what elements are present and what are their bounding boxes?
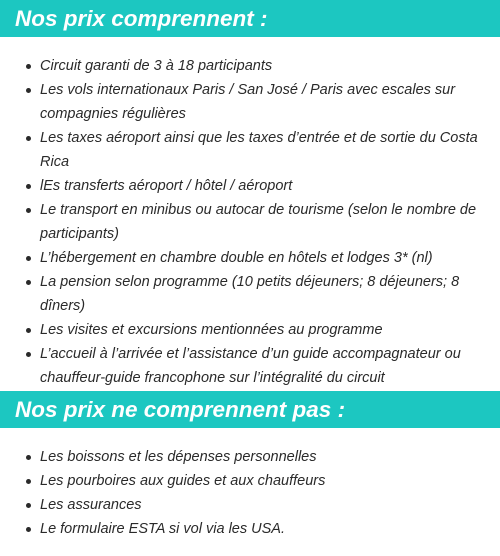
included-heading: Nos prix comprennent : — [0, 0, 500, 37]
list-item — [0, 198, 500, 246]
list-item — [0, 517, 500, 541]
list-item-text: Les taxes aéroport ainsi que les taxes d’entrée et de sortie du Costa Rica — [40, 130, 478, 170]
list-item-text: Circuit garanti de 3 à 18 participants — [40, 58, 273, 74]
bullet-icon — [26, 184, 31, 189]
bullet-icon — [26, 527, 31, 532]
list-item — [0, 78, 500, 126]
list-item-text: lEs transferts aéroport / hôtel / aéroport — [40, 178, 293, 194]
list-item-text: Le transport en minibus ou autocar de tourisme (selon le nombre de participants) — [40, 202, 477, 242]
list-item-text: La pension selon programme (10 petits déjeuners; 8 déjeuners; 8 dîners) — [40, 274, 460, 314]
list-item-text: L’accueil à l’arrivée et l’assistance d’un guide accompagnateur ou chauffeur-guide francophone sur l’intégralité du circuit — [40, 346, 461, 386]
bullet-icon — [26, 208, 31, 213]
excluded-heading: Nos prix ne comprennent pas : — [0, 391, 500, 428]
bullet-icon — [26, 455, 31, 460]
bullet-icon — [26, 280, 31, 285]
bullet-icon — [26, 352, 31, 357]
bullet-icon — [26, 136, 31, 141]
list-item-text: Les visites et excursions mentionnées au programme — [40, 322, 383, 338]
list-item — [0, 318, 500, 342]
bullet-icon — [26, 256, 31, 261]
list-item-text: Les boissons et les dépenses personnelles — [40, 449, 317, 465]
list-item — [0, 469, 500, 493]
list-item — [0, 270, 500, 318]
list-item — [0, 493, 500, 517]
list-item-text: Les pourboires aux guides et aux chauffeurs — [40, 473, 326, 489]
list-item — [0, 342, 500, 390]
list-item-text: Les vols internationaux Paris / San José / Paris avec escales sur compagnies régulières — [40, 82, 456, 122]
bullet-icon — [26, 503, 31, 508]
list-item — [0, 445, 500, 469]
list-item — [0, 126, 500, 174]
list-item — [0, 54, 500, 78]
excluded-list — [0, 445, 500, 541]
list-item — [0, 174, 500, 198]
list-item — [0, 246, 500, 270]
bullet-icon — [26, 328, 31, 333]
list-item-text: Les assurances — [40, 497, 142, 513]
bullet-icon — [26, 88, 31, 93]
excluded-section — [0, 391, 500, 541]
included-list — [0, 54, 500, 390]
bullet-icon — [26, 64, 31, 69]
bullet-icon — [26, 479, 31, 484]
list-item-text: Le formulaire ESTA si vol via les USA. — [40, 521, 285, 537]
list-item-text: L’hébergement en chambre double en hôtels et lodges 3* (nl) — [40, 250, 433, 266]
